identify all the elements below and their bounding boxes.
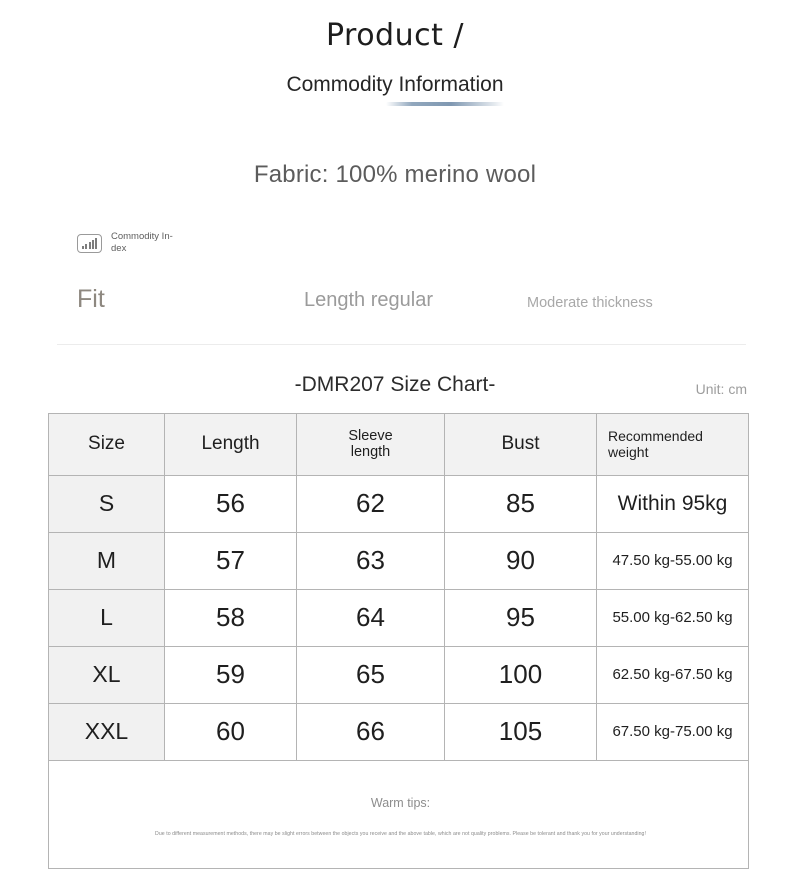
page-subtitle: Commodity Information [286, 73, 504, 96]
bar-chart-icon [77, 234, 102, 253]
warm-tips-cell [49, 760, 749, 868]
recommended-header-line2: weight [608, 444, 649, 461]
cell-sleeve-s: 62 [297, 475, 445, 532]
table-row [49, 589, 749, 646]
cell-weight-s: Within 95kg [597, 475, 749, 532]
commodity-index-label: Commodity In-dex [111, 231, 173, 255]
cell-size-l: L [49, 589, 165, 646]
cell-size-xxl: XXL [49, 703, 165, 760]
subtitle-underline-accent [386, 102, 504, 106]
cell-bust-l: 95 [445, 589, 597, 646]
cell-bust-xl: 100 [445, 646, 597, 703]
section-divider [57, 344, 746, 345]
recommended-header-line1: Recommended [608, 427, 703, 444]
size-chart-table [48, 413, 749, 869]
cell-length-xl: 59 [165, 646, 297, 703]
size-chart-title: -DMR207 Size Chart- [294, 372, 496, 396]
attributes-row [0, 277, 790, 335]
cell-size-m: M [49, 532, 165, 589]
size-chart-header [0, 369, 790, 413]
cell-length-s: 56 [165, 475, 297, 532]
cell-length-m: 57 [165, 532, 297, 589]
attribute-thickness: Moderate thickness [527, 294, 653, 311]
cell-sleeve-l: 64 [297, 589, 445, 646]
warm-tips-row [49, 760, 749, 868]
column-header-bust: Bust [445, 413, 597, 475]
cell-weight-xxl: 67.50 kg-75.00 kg [597, 703, 749, 760]
table-row [49, 646, 749, 703]
warm-tips-title: Warm tips: [370, 796, 431, 811]
cell-size-s: S [49, 475, 165, 532]
column-header-sleeve-length [297, 413, 445, 475]
attribute-fit: Fit [77, 284, 105, 313]
size-table-wrapper [48, 413, 748, 869]
size-chart-unit: Unit: cm [695, 380, 747, 397]
cell-sleeve-xl: 65 [297, 646, 445, 703]
cell-weight-xl: 62.50 kg-67.50 kg [597, 646, 749, 703]
page-subtitle-wrap [286, 72, 503, 97]
cell-size-xl: XL [49, 646, 165, 703]
cell-sleeve-m: 63 [297, 532, 445, 589]
page-title: Product / [325, 18, 465, 53]
cell-length-l: 58 [165, 589, 297, 646]
cell-sleeve-xxl: 66 [297, 703, 445, 760]
table-row [49, 532, 749, 589]
table-header-row [49, 413, 749, 475]
cell-length-xxl: 60 [165, 703, 297, 760]
cell-weight-l: 55.00 kg-62.50 kg [597, 589, 749, 646]
column-header-length: Length [165, 413, 297, 475]
commodity-index-row [0, 231, 790, 255]
cell-weight-m: 47.50 kg-55.00 kg [597, 532, 749, 589]
column-header-recommended-weight [597, 413, 749, 475]
sleeve-header-line1: Sleeve [348, 427, 393, 444]
warm-tips-body: Due to different measurement methods, there may be slight errors between the objects you receive and the above table, which are not quality problems. Please be tolerant and thank you for your understanding! [155, 831, 646, 838]
table-row [49, 703, 749, 760]
cell-bust-xxl: 105 [445, 703, 597, 760]
page-header [0, 0, 790, 97]
sleeve-header-line2: length [350, 444, 391, 461]
table-row [49, 475, 749, 532]
column-header-size: Size [49, 413, 165, 475]
fabric-line: Fabric: 100% merino wool [253, 161, 537, 189]
cell-bust-s: 85 [445, 475, 597, 532]
cell-bust-m: 90 [445, 532, 597, 589]
attribute-length: Length regular [304, 288, 433, 311]
